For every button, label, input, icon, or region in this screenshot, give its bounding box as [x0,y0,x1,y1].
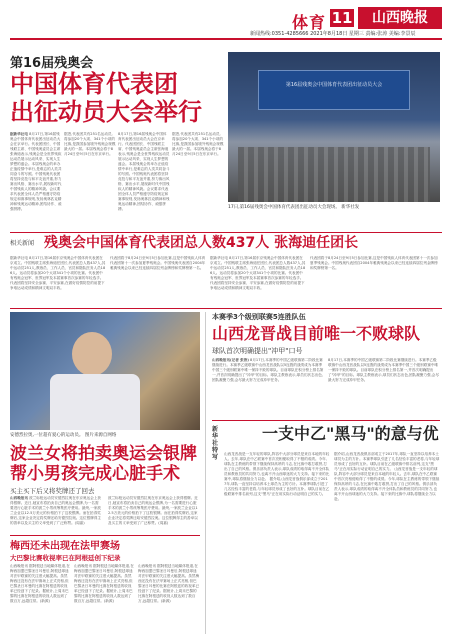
divider [10,232,442,233]
lead-body-col1 [10,132,62,222]
fifth-headline-1: 波兰女将拍卖奥运会银牌 [10,444,197,464]
fifth-body-col1 [10,496,102,532]
athlete-photo [10,312,200,430]
newspaper-logo: 山西晚报 [358,7,442,29]
sixth-body-col2 [74,564,134,634]
second-body-col4 [310,256,440,304]
fifth-headline-2: 帮小男孩完成心脏手术 [10,464,180,484]
athlete-face [72,332,112,376]
lead-body-3: 8月17日,第16届残奥会中国体育代表团出征动员大会在京举行。代表团团长、中国残联主席、中国残奥委员会主席张海迪表示,残奥会是全世界残疾运动员展示运动风采、实现人生梦想的盛会。本届残奥会的举办正值疫情中举行,是难忘的人类共同奋斗的写照。中国残奥代表团将坚持竞技与和平友谊并重,努力赛出风格、赛出水平,展现新时代中国残疾人的精神风貌。会议要求代表团全体人员严格遵守防疫规定和赛事规则,发扬奥林匹克精神和残奥运动精神,团结协作、顽强拼搏。 [118,132,170,211]
third-headline: 山西龙晋战目前唯一不败球队 [212,324,421,343]
lead-body-col3 [118,132,170,222]
fourth-body: 山西龙晋战是一支年轻的球队,阵容中大部分球员是来自本地的年轻人。去年,球队在中乙联赛中首次亮相便取得了不错的成绩。今年,球队在主教练的带领下继续保持高昂的斗志,在比赛中敢打敢拼,打出了自己的风格。俱乐部负责人表示,球队成绩的取得离不开全体队员和教练员的共同努力,也离不开山西球迷的大力支持。接下来的比赛中,球队将继续全力以赴。 [224,452,330,481]
audience [238,147,430,202]
lead-body: 8月17日,第16届残奥会中国体育代表团出征动员大会在京举行。代表团团长、中国残联主席、中国残奥委员会主席张海迪表示,残奥会是全世界残疾运动员展示运动风采、实现人生梦想的盛会。本届残奥会的举办正值疫情中举行,是难忘的人类共同奋斗的写照。中国残奥代表团将坚持竞技与和平友谊并重,努力赛出风格、赛出水平,展现新时代中国残疾人的精神风貌。会议要求代表团全体人员严格遵守防疫规定和赛事规则,发扬奥林匹克精神和残奥运动精神,团结协作、顽强拼搏。 [10,132,62,211]
fifth-body-col2 [108,496,200,532]
related-tag: 相关新闻 [10,240,35,247]
fourth-body-2: 据介绍,山西龙晋战俱乐部成立于2017年,球队一直坚持以培养本土球员为主的方针。本赛季球队引进了几名经验丰富的老将,与年轻球员形成了良好的互补。球队目前在乙级联赛中排名前列,这支"黑马"正在用实际行动证明自己的实力。 [224,477,330,496]
sixth-body-2: 山西晚报讯 据阿根廷当地媒体报道,在梅西加盟巴黎圣日耳曼后,阿根廷球迷对法甲联赛的关注度大幅提高。虽然梅西还没有在法甲赛场上正式亮相,但巴黎圣日耳曼的比赛在阿根廷的收视率已经创下了纪录。据统计,上周末巴黎的比赛在阿根廷的收视人数达到了数百万,远超往常。(新源) [74,564,134,603]
sixth-body-col1 [10,564,70,634]
sixth-body-col3 [138,564,200,634]
lead-kicker: 第16届残奥会 [10,56,94,71]
lead-photo-caption: 17日,第16届残奥会中国体育代表团出征动员大会现场。 新华社发 [228,205,360,210]
fourth-body-3: 据介绍,山西龙晋战俱乐部成立于2017年,球队一直坚持以培养本土球员为主的方针。本赛季球队引进了几名经验丰富的老将,与年轻球员形成了良好的互补。球队目前在乙级联赛中排名前列,这支"黑马"正在用实际行动证明自己的实力。 [334,452,440,471]
fourth-kicker: 新华社特写 [212,426,219,461]
sixth-body-3: 山西晚报讯 据阿根廷当地媒体报道,在梅西加盟巴黎圣日耳曼后,阿根廷球迷对法甲联赛的关注度大幅提高。虽然梅西还没有在法甲赛场上正式亮相,但巴黎圣日耳曼的比赛在阿根廷的收视率已经创下了纪录。据统计,上周末巴黎的比赛在阿根廷的收视人数达到了数百万,远超往常。(新源) [138,564,200,603]
third-byline: 山西晚报讯(记者 张涛) [212,358,249,362]
second-body-2: 代表团将于8月24日至9月5日参加比赛,这是中国残疾人体育代表团第十一次参加夏季残奥会。中国残奥代表团自2004年雅典残奥会以来已经连续四届位列金牌榜和奖牌榜第一名。 [110,256,206,270]
divider [212,420,440,421]
third-body: 8月17日,本赛季的中国乙级联赛第二阶段比赛继续进行。本赛季乙级联赛中山西龙晋战队以5连胜的战绩成为本赛季中国三个级别联赛中唯一保持不败的球队。目前球队在积分榜上排名第一,并首次明确提出了"冲甲"的目标。球队主教练表示,球员们状态出色,团队凝聚力强,会尽最大努力完成冲甲任务。 [212,358,324,382]
lead-byline: 据新华社电 [10,132,28,136]
lead-body-col2 [64,132,116,222]
divider [10,308,442,309]
second-body: 据新华社电 8月17日,第16届东京残奥会中国体育代表团在京成立。中国残联主席张海迪任团长,代表团总人数437人,其中运动员251人,教练员、工作人员、官员和随队医务人员186人。运动员将参加20个大项341个小项的比赛。代表团中有残奥会冠军、世界冠军及本届赛事首次参赛的年轻选手。代表团将坚持安全参赛、平安参赛,在做好疫情防控的前提下争取运动成绩和精神文明双丰收。 [10,256,106,290]
third-subtitle: 球队首次明确提出"冲甲"口号 [212,347,303,355]
lead-body-4: 据悉,代表团共有251名运动员,将参加20个大项、341个小项的比赛,是我国参加境外残奥会规模最大的一届。本届残奥会将于8月24日至9月5日在东京举行。 [172,132,224,156]
fourth-body-col2 [334,452,440,634]
second-body-col3 [210,256,306,304]
athlete-shirt [50,374,140,430]
third-kicker: 本赛季3个级别联赛5连胜队伍 [212,313,306,321]
sixth-body: 山西晚报讯 据阿根廷当地媒体报道,在梅西加盟巴黎圣日耳曼后,阿根廷球迷对法甲联赛的关注度大幅提高。虽然梅西还没有在法甲赛场上正式亮相,但巴黎圣日耳曼的比赛在阿根廷的收视率已经创下了纪录。据统计,上周末巴黎的比赛在阿根廷的收视人数达到了数百万,远超往常。(新源) [10,564,70,603]
sixth-subtitle: 大巴黎比赛收视率已在阿根廷创下纪录 [10,554,121,562]
fifth-body-2: 波兰标枪运动员安德烈拉奥在东京奥运会上获得银牌。近日,她宣布将拍卖自己的奥运会银牌,为一名需要进行心脏手术的波兰小男孩筹集医疗费用。最终,一家波兰企业以12.5万美元的价格拍下了这枚银牌。而在拍得奖牌后,这家企业决定将奖牌还给安德烈拉奥。这位银牌得主的善举以及买主的义举受到了广泛称赞。(周嘉) [108,496,198,525]
fifth-byline: 山西晚报讯 [10,496,28,500]
lead-photo [228,52,440,202]
lead-headline-1: 中国体育代表团 [10,70,178,98]
second-headline: 残奥会中国体育代表团总人数437人 张海迪任团长 [44,235,359,251]
lead-body-col4 [172,132,224,222]
lead-body-2: 据悉,代表团共有251名运动员,将参加20个大项、341个小项的比赛,是我国参加境外残奥会规模最大的一届。本届残奥会将于8月24日至9月5日在东京举行。 [64,132,116,156]
fourth-body-col1 [224,452,330,634]
second-body-4: 代表团将于8月24日至9月5日参加比赛,这是中国残疾人体育代表团第十一次参加夏季残奥会。中国残奥代表团自2004年雅典残奥会以来已经连续四届位列金牌榜和奖牌榜第一名。 [310,256,438,270]
second-body-3: 据新华社电 8月17日,第16届东京残奥会中国体育代表团在京成立。中国残联主席张海迪任团长,代表团总人数437人,其中运动员251人,教练员、工作人员、官员和随队医务人员186人。运动员将参加20个大项341个小项的比赛。代表团中有残奥会冠军、世界冠军及本届赛事首次参赛的年轻选手。代表团将坚持安全参赛、平安参赛,在做好疫情防控的前提下争取运动成绩和精神文明双丰收。 [210,256,306,290]
third-body-col1 [212,358,324,416]
fifth-photo-caption: 安德烈拉奥,一位超有爱心的运动员。 图片来源自网络 [10,433,117,438]
divider [10,535,200,536]
sixth-headline: 梅西还未出现在法甲赛场 [10,541,120,552]
third-body-col2 [328,358,440,416]
page-number: 11 [331,9,353,27]
fifth-body: 波兰标枪运动员安德烈拉奥在东京奥运会上获得银牌。近日,她宣布将拍卖自己的奥运会银牌,为一名需要进行心脏手术的波兰小男孩筹集医疗费用。最终,一家波兰企业以12.5万美元的价格拍下了这枚银牌。而在拍得奖牌后,这家企业决定将奖牌还给安德烈拉奥。这位银牌得主的善举以及买主的义举受到了广泛称赞。(周嘉) [10,496,101,525]
second-body-col1 [10,256,106,304]
fourth-body-4: 山西龙晋战是一支年轻的球队,阵容中大部分球员是来自本地的年轻人。去年,球队在中乙联赛中首次亮相便取得了不错的成绩。今年,球队在主教练的带领下继续保持高昂的斗志,在比赛中敢打敢拼,打出了自己的风格。俱乐部负责人表示,球队成绩的取得离不开全体队员和教练员的共同努力,也离不开山西球迷的大力支持。接下来的比赛中,球队将继续全力以赴。 [334,467,440,501]
fifth-subtitle: 买主买下后又将奖牌还了回去 [10,487,95,495]
lead-headline-2: 出征动员大会举行 [10,98,202,126]
stage-banner: 第16届残奥会中国体育代表团出征动员大会 [258,70,410,110]
column-divider [205,312,206,634]
third-body-2: 8月17日,本赛季的中国乙级联赛第二阶段比赛继续进行。本赛季乙级联赛中山西龙晋战队以5连胜的战绩成为本赛季中国三个级别联赛中唯一保持不败的球队。目前球队在积分榜上排名第一,并首次明确提出了"冲甲"的目标。球队主教练表示,球员们状态出色,团队凝聚力强,会尽最大努力完成冲甲任务。 [328,358,439,382]
second-body-col2 [110,256,206,304]
section-name: 体育 [292,13,327,32]
issue-meta: 新闻热线:0351-4285666 2021年8月18日 星期三 责编:张涛 美编:李景辰 [250,31,416,37]
fourth-headline: 一支中乙"黑马"的意与优 [262,424,439,443]
